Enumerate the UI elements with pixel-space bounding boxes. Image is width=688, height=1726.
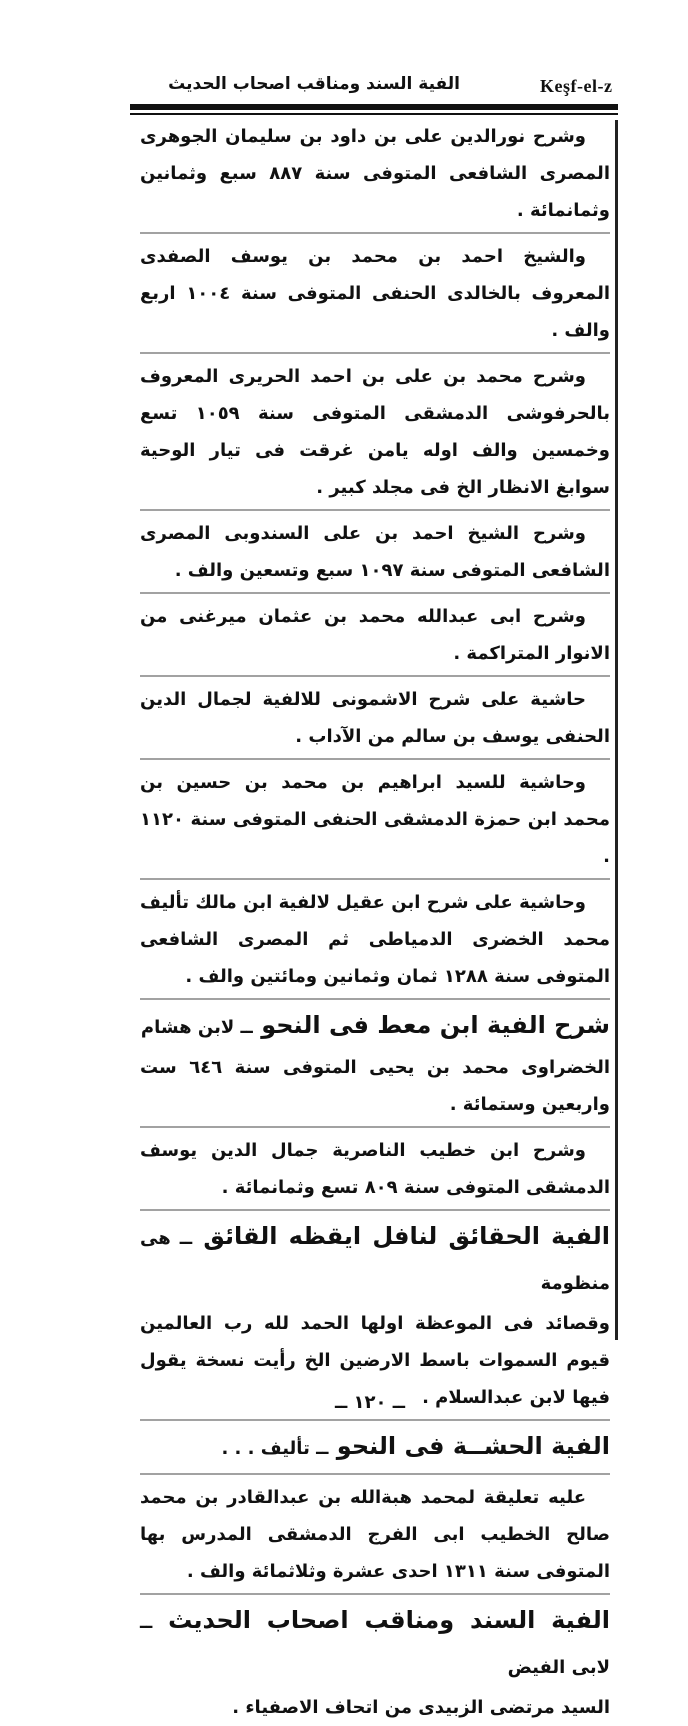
header-rule-thick [130, 104, 618, 110]
entry-paragraph: وشرح محمد بن على بن احمد الحريرى المعروف بالحرفوشى الدمشقى المتوفى سنة ١٠٥٩ تسع وخمسين والف اوله يامن غرقت فى تيار الوحية سوابغ الانظار الخ فى مجلد كبير . [140, 366, 610, 498]
entry-continuation: السيد مرتضى الزبيدى من اتحاف الاصفياء . [232, 1697, 610, 1718]
entry-paragraph: وشرح نورالدين على بن داود بن سليمان الجوهرى المصرى الشافعى المتوفى سنة ٨٨٧ سبع وثمانين وثمانمائة . [140, 126, 610, 221]
entry-divider [140, 878, 610, 880]
entry-divider [140, 1593, 610, 1595]
running-head-title: الفية السند ومناقب اصحاب الحديث [168, 74, 460, 94]
entry-divider [140, 509, 610, 511]
entry-divider [140, 232, 610, 234]
entry-divider [140, 1209, 610, 1211]
entry-divider [140, 1473, 610, 1475]
entry-headline [140, 1425, 610, 1470]
entry-title: الفية الحقائق لنافل ايقظه القائق [203, 1222, 610, 1250]
entry-divider [140, 998, 610, 1000]
entry-paragraph: حاشية على شرح الاشمونى للالفية لجمال الدين الحنفى يوسف بن سالم من الآداب . [140, 689, 610, 747]
entry-paragraph: وشرح ابى عبدالله محمد بن عثمان ميرغنى من الانوار المتراكمة . [140, 606, 610, 664]
entry-title: شرح الفية ابن معط فى النحو [261, 1011, 610, 1039]
entry-paragraph: وشرح ابن خطيب الناصرية جمال الدين يوسف الدمشقى المتوفى سنة ٨٠٩ تسع وثمانمائة . [140, 1140, 610, 1198]
entry-continuation: وقصائد فى الموعظة اولها الحمد لله رب العالمين قيوم السموات باسط الارضين الخ رأيت نسخة يقول فيها لابن عبدالسلام . [140, 1313, 610, 1408]
entry-paragraph: والشيخ احمد بن محمد بن يوسف الصفدى المعروف بالخالدى الحنفى المتوفى سنة ١٠٠٤ اربع والف . [140, 246, 610, 341]
running-head-left-text: Keşf-el-z [540, 76, 613, 96]
entry-paragraph: وحاشية للسيد ابراهيم بن محمد بن حسين بن محمد ابن حمزة الدمشقى الحنفى المتوفى سنة ١١٢٠ . [140, 772, 610, 867]
entry-headline [140, 1599, 610, 1689]
page-number: ــ ١٢٠ ــ [334, 1392, 406, 1413]
entry-continuation: الخضراوى محمد بن يحيى المتوفى سنة ٦٤٦ ست واربعين وستمائة . [140, 1057, 610, 1115]
header-rule-thin [130, 113, 618, 115]
entry-headline [140, 1215, 610, 1305]
margin-rule [615, 120, 618, 1340]
running-head [120, 72, 620, 104]
entry-divider [140, 675, 610, 677]
entry-divider [140, 352, 610, 354]
entry-title-attribution: ــ هى منظومة [140, 1228, 610, 1294]
entry-divider [140, 1126, 610, 1128]
entry-divider [140, 592, 610, 594]
entry-title-attribution: ــ تأليف . . . [221, 1438, 329, 1459]
entry-divider [140, 1419, 610, 1421]
entry-title: الفية السند ومناقب اصحاب الحديث [168, 1606, 610, 1634]
entry-paragraph: عليه تعليقة لمحمد هبةالله بن عبدالقادر بن محمد صالح الخطيب ابى الفرج الدمشقى المدرس بها المتوفى سنة ١٣١١ احدى عشرة وثلاثمائة والف . [140, 1487, 610, 1582]
body-text [140, 118, 610, 1726]
entry-title-attribution: ــ لابن هشام [140, 1017, 253, 1038]
entry-divider [140, 758, 610, 760]
entry-title-attribution: ــ لابى الفيض [140, 1612, 610, 1678]
entry-paragraph: وشرح الشيخ احمد بن على السندوبى المصرى الشافعى المتوفى سنة ١٠٩٧ سبع وتسعين والف . [140, 523, 610, 581]
entry-headline [140, 1004, 610, 1049]
entry-title: الفية الحشــة فى النحو [336, 1432, 610, 1460]
entry-paragraph: وحاشية على شرح ابن عقيل لالفية ابن مالك تأليف محمد الخضرى الدمياطى ثم المصرى الشافعى المتوفى سنة ١٢٨٨ ثمان وثمانين ومائتين والف . [140, 892, 610, 987]
